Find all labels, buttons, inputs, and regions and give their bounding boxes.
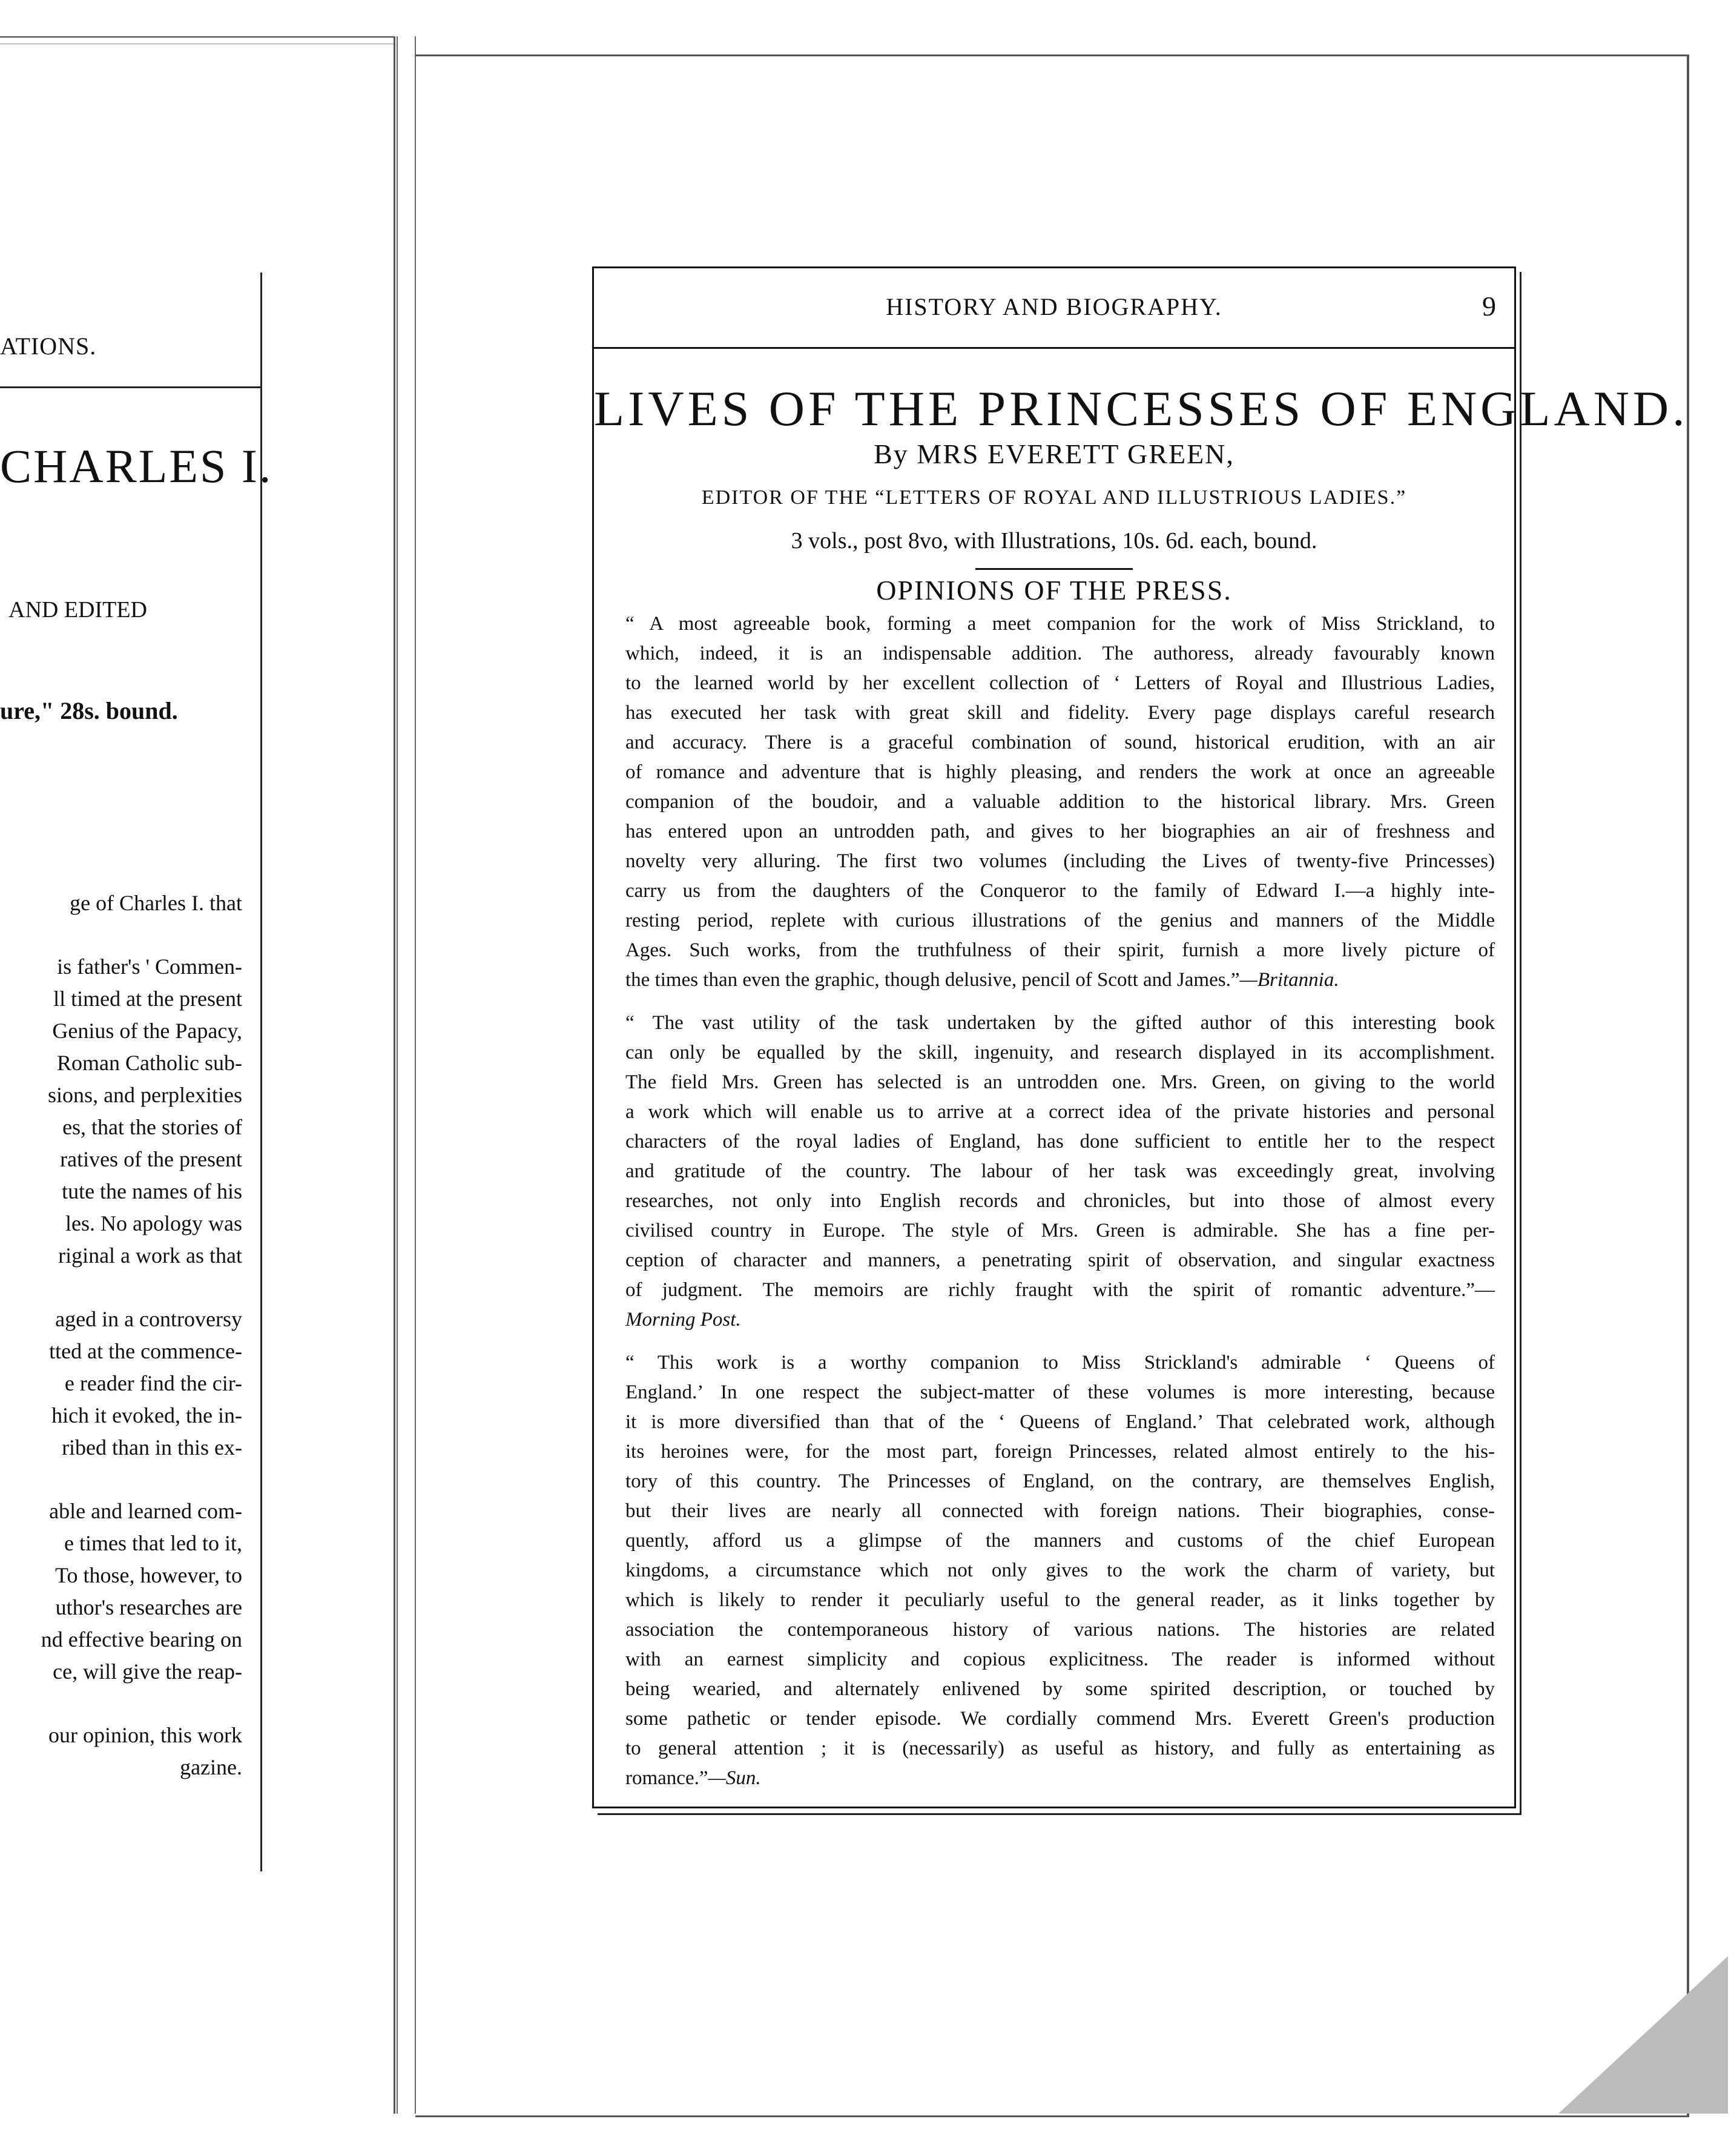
book-edition-line: 3 vols., post 8vo, with Illustrations, 10s. 6d. each, bound. — [791, 528, 1317, 554]
review-text-line — [625, 758, 1495, 787]
review-text-line — [625, 1645, 1495, 1675]
review-line-text: carry us from the daughters of the Conqueror to the family of Edward I.—a highly inte- — [625, 880, 1495, 902]
left-page-text-line: es, that the stories of — [62, 1115, 242, 1139]
left-page-text-line: nd effective bearing on — [41, 1627, 242, 1652]
left-page-edited-line: AND EDITED — [8, 597, 148, 623]
left-page-text-line: Roman Catholic sub- — [57, 1051, 242, 1075]
review-source: Morning Post. — [625, 1309, 741, 1331]
review-text-line — [625, 936, 1495, 965]
review-text-line — [625, 1157, 1495, 1186]
section-title: HISTORY AND BIOGRAPHY. — [886, 293, 1222, 320]
review-text-line — [625, 1068, 1495, 1097]
paragraph-gap — [0, 919, 242, 951]
review-line-text: civilised country in Europe. The style of Mrs. Green is admirable. She has a fine per- — [625, 1220, 1495, 1242]
paragraph-gap — [0, 1688, 242, 1719]
review-line-text: a work which will enable us to arrive at a correct idea of the private histories and personal — [625, 1101, 1495, 1123]
review-text-line — [625, 847, 1495, 876]
left-page-text-line: sions, and perplexities — [48, 1083, 242, 1107]
review-text-line — [625, 728, 1495, 758]
divider-rule — [975, 568, 1133, 570]
opinions-heading: OPINIONS OF THE PRESS. — [876, 575, 1232, 606]
left-page-text-line: ce, will give the reap- — [53, 1659, 242, 1684]
review-line-text: and accuracy. There is a graceful combination of sound, historical erudition, with an air — [625, 732, 1495, 753]
left-page-text-line: is father's ' Commen- — [57, 954, 242, 979]
left-page-text-line: ratives of the present — [60, 1147, 242, 1171]
review-text-line — [625, 876, 1495, 906]
review-text-line — [625, 1186, 1495, 1216]
review-text-line — [625, 1216, 1495, 1246]
review-line-text: characters of the royal ladies of England, has done sufficient to entitle her to the respect — [625, 1131, 1495, 1152]
paragraph-gap — [0, 1464, 242, 1495]
review-line-text: which, indeed, it is an indispensable addition. The authoress, already favourably known — [625, 643, 1495, 664]
left-page-text-line: ge of Charles I. that — [70, 891, 242, 915]
review-text-line — [625, 1615, 1495, 1645]
book-gutter — [397, 36, 416, 2114]
left-page-text-line: ribed than in this ex- — [62, 1435, 242, 1460]
review-line-text: to the learned world by her excellent collection of ‘ Letters of Royal and Illustrious Ladies, — [625, 672, 1495, 694]
review-text-line — [625, 1407, 1495, 1437]
press-review — [625, 1348, 1495, 1793]
left-page-text-line: uthor's researches are — [55, 1595, 242, 1619]
review-line-text: Ages. Such works, from the truthfulness of their spirit, furnish a more lively picture of — [625, 939, 1495, 961]
review-line-text: has executed her task with great skill and fidelity. Every page displays careful research — [625, 702, 1495, 724]
review-line-text: kingdoms, a circumstance which not only gives to the work the charm of variety, but — [625, 1559, 1495, 1581]
review-line-text: with an earnest simplicity and copious explicitness. The reader is informed without — [625, 1648, 1495, 1670]
review-line-text: “ The vast utility of the task undertaken by the gifted author of this interesting book — [625, 1012, 1495, 1034]
review-line-text: and gratitude of the country. The labour of her task was exceedingly great, involving — [625, 1160, 1495, 1182]
left-page-text-line: aged in a controversy — [55, 1307, 242, 1331]
review-line-text: to general attention ; it is (necessarily) as useful as history, and fully as entertaining as — [625, 1738, 1495, 1759]
review-line-text: researches, not only into English records and chronicles, but into those of almost every — [625, 1190, 1495, 1212]
running-header — [594, 268, 1514, 349]
review-text-line — [625, 1097, 1495, 1127]
left-page-text-line: tted at the commence- — [49, 1339, 242, 1363]
left-page-text-line: ll timed at the present — [53, 987, 242, 1011]
review-line-text: resting period, replete with curious illustrations of the genius and manners of the Middle — [625, 910, 1495, 931]
advertisement-box — [592, 266, 1689, 1808]
left-page-text-line: e times that led to it, — [64, 1531, 242, 1555]
left-page-body — [0, 887, 242, 1784]
review-text-line — [625, 1038, 1495, 1068]
review-line-text: of romance and adventure that is highly pleasing, and renders the work at once an agreeable — [625, 761, 1495, 783]
review-text-line — [625, 1734, 1495, 1764]
left-page-title: CHARLES I. — [0, 440, 273, 492]
review-text-line — [625, 1704, 1495, 1734]
review-text-line — [625, 1127, 1495, 1157]
review-text-line — [625, 787, 1495, 817]
book-author: By MRS EVERETT GREEN, — [874, 438, 1235, 469]
review-text-line — [625, 669, 1495, 698]
left-page-text-line: able and learned com- — [49, 1499, 242, 1523]
review-text-line — [625, 698, 1495, 728]
review-text-line — [625, 1467, 1495, 1496]
press-review — [625, 1008, 1495, 1335]
review-line-text: some pathetic or tender episode. We cordially commend Mrs. Everett Green's production — [625, 1708, 1495, 1730]
paragraph-gap — [0, 1272, 242, 1303]
review-line-text: ception of character and manners, a penetrating spirit of observation, and singular exactness — [625, 1249, 1495, 1271]
review-line-text: it is more diversified than that of the ‘ Queens of England.’ That celebrated work, although — [625, 1411, 1495, 1433]
review-line-text: which is likely to render it peculiarly useful to the general reader, as it links together by — [625, 1589, 1495, 1611]
left-page-text-line: our opinion, this work — [48, 1723, 242, 1747]
left-page-text-line: To those, however, to — [55, 1563, 242, 1587]
left-page-text-line: hich it evoked, the in- — [51, 1403, 242, 1427]
review-text-line — [625, 1764, 1495, 1793]
review-line-text: novelty very alluring. The first two volumes (including the Lives of twenty-five Princesses) — [625, 850, 1495, 872]
review-line-text: has entered upon an untrodden path, and gives to her biographies an air of freshness and — [625, 821, 1495, 842]
review-text-line — [625, 1526, 1495, 1556]
review-text-line — [625, 1437, 1495, 1467]
review-line-text: The field Mrs. Green has selected is an untrodden one. Mrs. Green, on giving to the world — [625, 1071, 1495, 1093]
left-page-text-line: tute the names of his — [62, 1179, 242, 1203]
review-line-text: “ A most agreeable book, forming a meet companion for the work of Miss Strickland, to — [625, 613, 1495, 635]
review-text-line — [625, 1275, 1495, 1305]
review-text-line — [625, 906, 1495, 936]
review-source: —Sun. — [708, 1767, 761, 1789]
review-text-line — [625, 639, 1495, 669]
review-text-line — [625, 1586, 1495, 1615]
left-page-text-line: gazine. — [180, 1755, 242, 1779]
review-line-text: quently, afford us a glimpse of the manners and customs of the chief European — [625, 1530, 1495, 1552]
review-line-text: its heroines were, for the most part, foreign Princesses, related almost entirely to the his- — [625, 1441, 1495, 1463]
review-line-text: “ This work is a worthy companion to Miss Strickland's admirable ‘ Queens of — [625, 1352, 1495, 1374]
left-page-price-line: ure," 28s. bound. — [0, 697, 178, 724]
review-text-line — [625, 1675, 1495, 1704]
review-line-text: the times than even the graphic, though delusive, pencil of Scott and James.” — [625, 969, 1240, 991]
left-page-text-line: Genius of the Papacy, — [52, 1019, 242, 1043]
review-line-text: being wearied, and alternately enlivened by some spirited description, or touched by — [625, 1678, 1495, 1700]
left-page — [0, 36, 395, 2114]
review-text-line — [625, 1378, 1495, 1407]
review-text-line — [625, 1008, 1495, 1038]
left-page-header — [0, 326, 260, 388]
book-editor-line: EDITOR OF THE “LETTERS OF ROYAL AND ILLUSTRIOUS LADIES.” — [701, 486, 1407, 509]
press-reviews — [625, 609, 1495, 1807]
review-line-text: but their lives are nearly all connected with foreign nations. Their biographies, conse- — [625, 1500, 1495, 1522]
review-text-line — [625, 1348, 1495, 1378]
left-page-text-line: riginal a work as that — [58, 1243, 242, 1268]
review-line-text: companion of the boudoir, and a valuable addition to the historical library. Mrs. Green — [625, 791, 1495, 813]
review-text-line — [625, 1246, 1495, 1275]
review-line-text: tory of this country. The Princesses of England, on the contrary, are themselves English, — [625, 1470, 1495, 1492]
review-line-text: can only be equalled by the skill, ingenuity, and research displayed in its accomplishment. — [625, 1042, 1495, 1063]
press-review — [625, 609, 1495, 995]
review-text-line — [625, 1556, 1495, 1586]
review-text-line — [625, 965, 1495, 995]
review-text-line — [625, 609, 1495, 639]
left-page-text-line: les. No apology was — [65, 1211, 242, 1235]
review-line-text: romance.” — [625, 1767, 708, 1789]
review-text-line — [625, 817, 1495, 847]
left-page-text-line: e reader find the cir- — [64, 1371, 242, 1395]
review-source: —Britannia. — [1239, 969, 1339, 991]
page-number: 9 — [1482, 291, 1496, 322]
review-line-text: of judgment. The memoirs are richly fraught with the spirit of romantic adventure.”— — [625, 1279, 1495, 1301]
review-text-line — [625, 1496, 1495, 1526]
page-corner-fold — [1558, 1956, 1728, 2114]
review-line-text: association the contemporaneous history of various nations. The histories are related — [625, 1619, 1495, 1641]
left-page-header-text: ATIONS. — [0, 332, 97, 360]
book-title: LIVES OF THE PRINCESSES OF ENGLAND. — [594, 381, 1689, 436]
review-text-line — [625, 1305, 1495, 1335]
review-line-text: England.’ In one respect the subject-matter of these volumes is more interesting, because — [625, 1381, 1495, 1403]
